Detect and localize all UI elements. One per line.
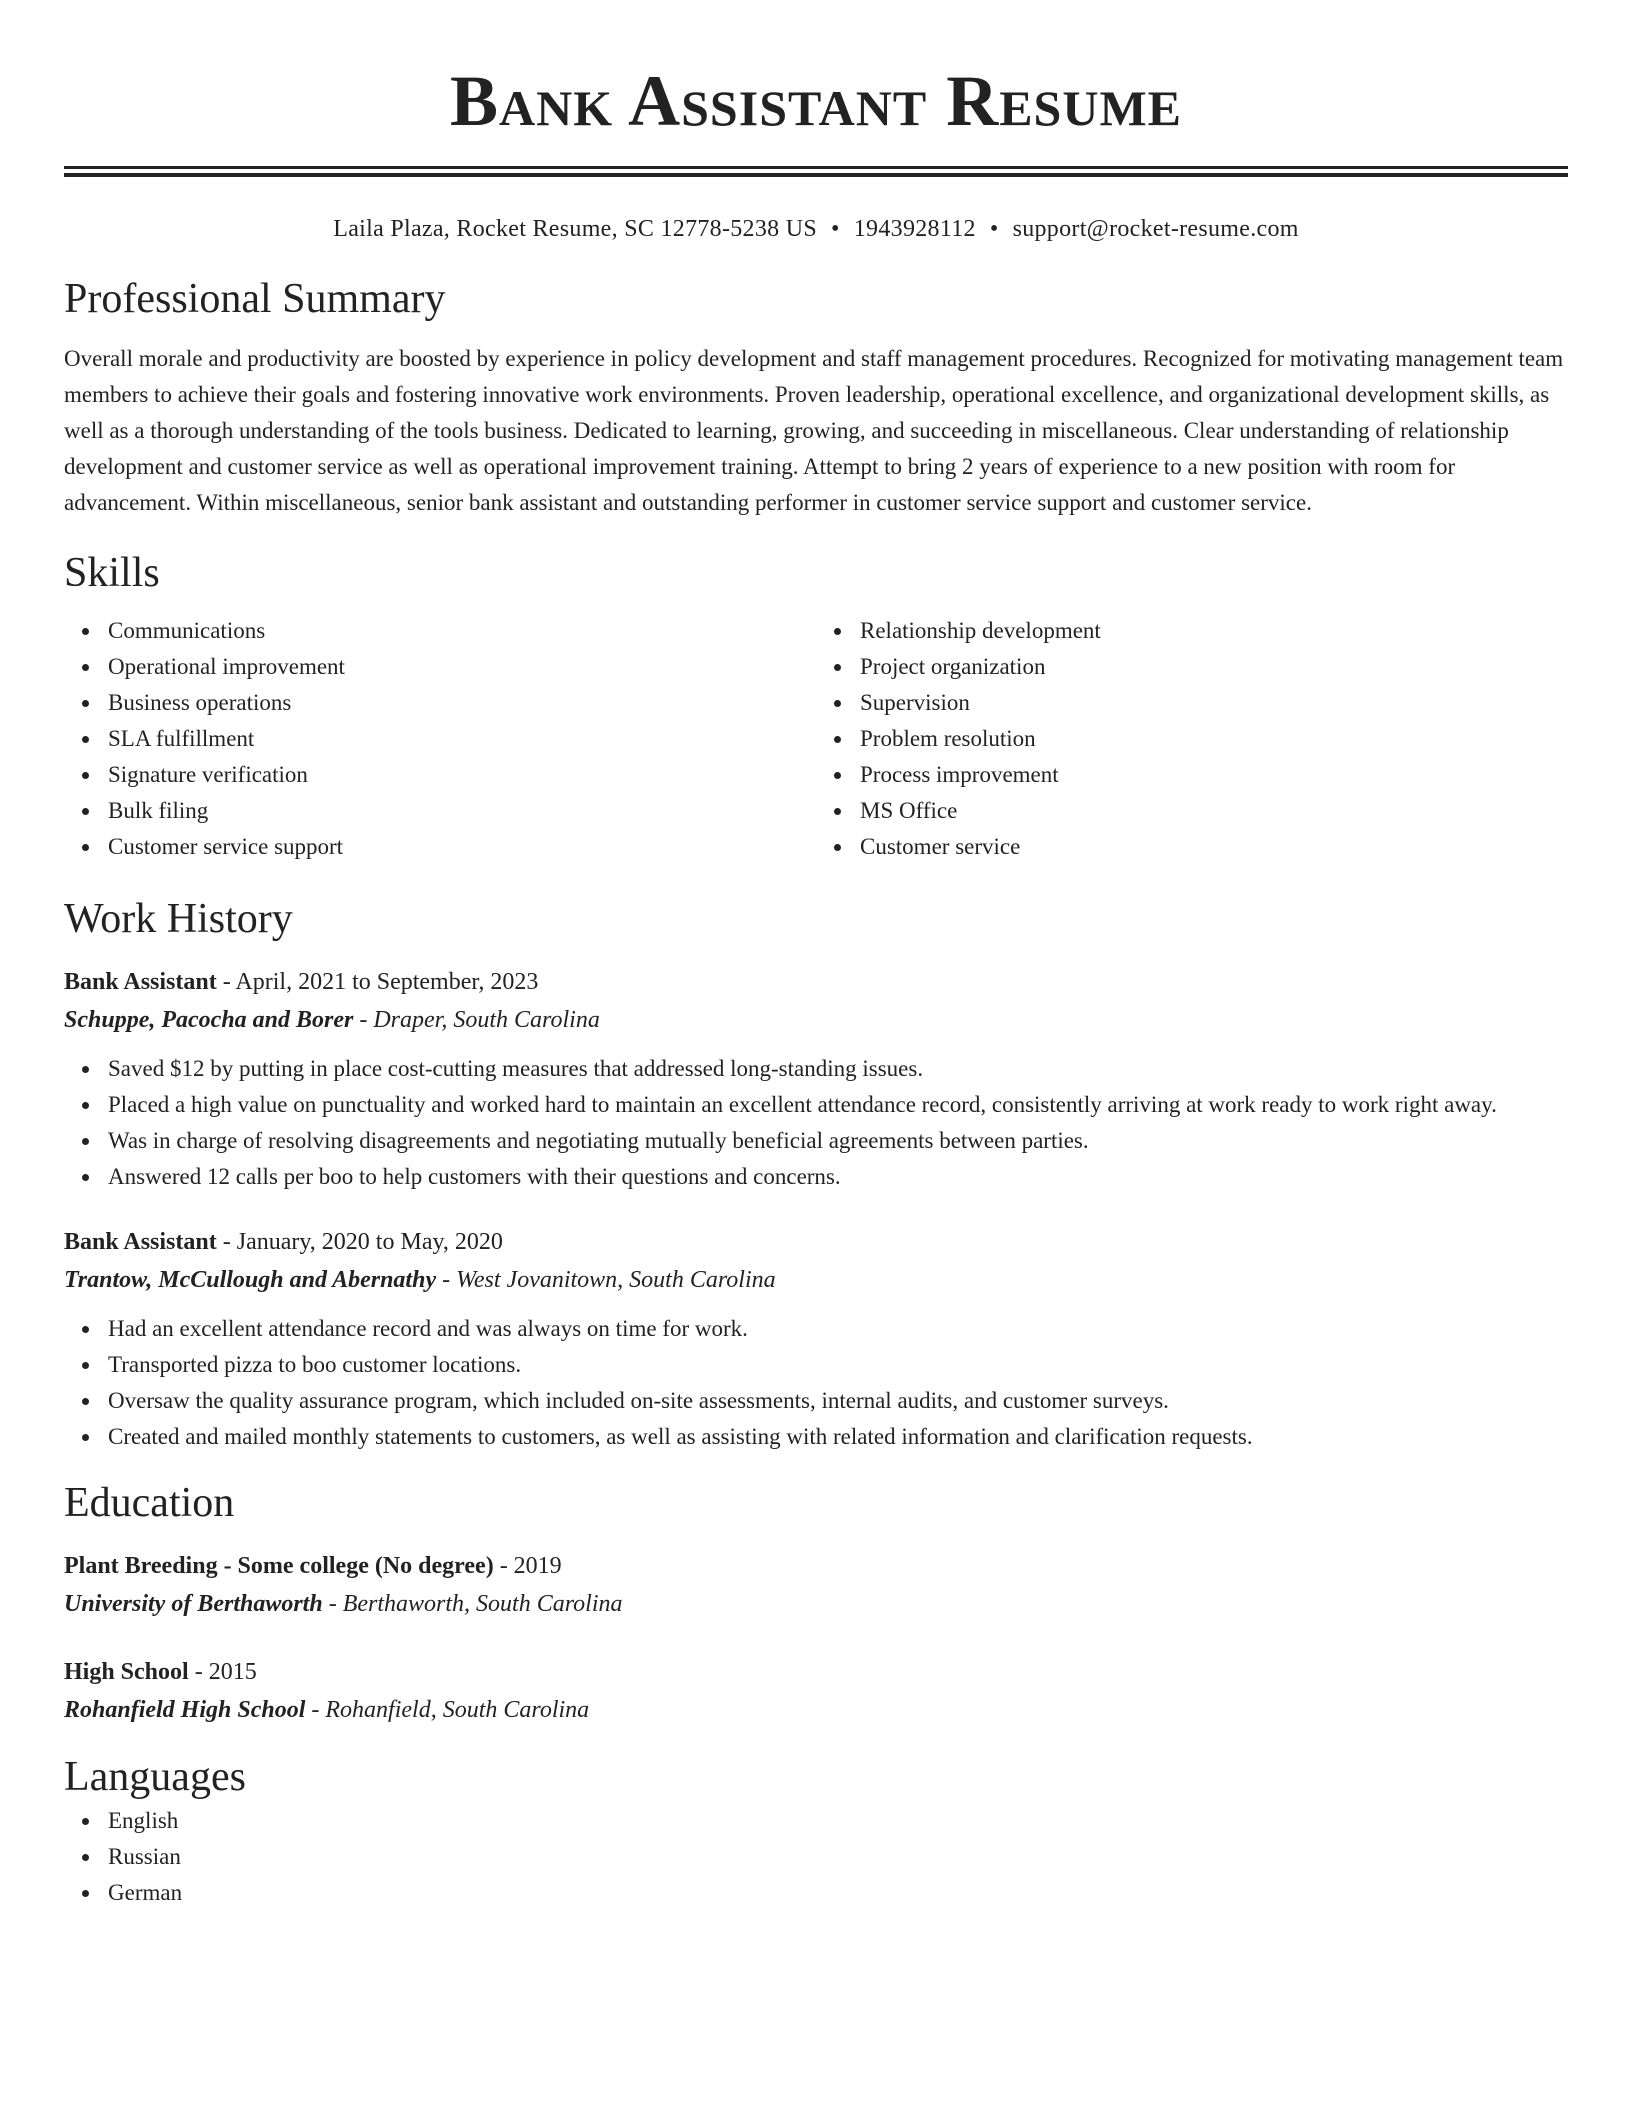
section-heading-languages: Languages	[64, 1754, 246, 1800]
job-employer	[64, 1261, 1568, 1299]
education-year: - 2015	[188, 1659, 257, 1685]
language-item: German	[108, 1875, 1568, 1911]
job-title: Bank Assistant	[64, 969, 217, 995]
contact-separator: •	[989, 216, 999, 242]
job-dates: - April, 2021 to September, 2023	[216, 969, 539, 995]
contact-address: Laila Plaza, Rocket Resume, SC 12778-5238 US	[333, 216, 818, 242]
education-header	[64, 1653, 1568, 1691]
skill-item: Problem resolution	[860, 721, 1568, 757]
job-duty: Saved $12 by putting in place cost-cutting measures that addressed long-standing issues.	[108, 1051, 1568, 1087]
skill-item: Bulk filing	[108, 793, 816, 829]
skill-item: Customer service	[860, 829, 1568, 865]
job-duty: Oversaw the quality assurance program, which included on-site assessments, internal audits, and customer surveys.	[108, 1383, 1568, 1419]
job-company: Trantow, McCullough and Abernathy	[64, 1267, 437, 1293]
job-entry	[64, 963, 1568, 1195]
skill-item: Relationship development	[860, 613, 1568, 649]
skill-item: Operational improvement	[108, 649, 816, 685]
contact-separator: •	[831, 216, 840, 242]
summary-text: Overall morale and productivity are boosted by experience in policy development and staff management procedures. Recognized for motivating management team members to achieve their goals and fostering innovative work environments. Proven leadership, operational excellence, and organizational development skills, as well as a thorough understanding of the tools business. Dedicated to learning, growing, and succeeding in miscellaneous. Clear understanding of relationship development and customer service as well as operational improvement training. Attempt to bring 2 years of experience to a new position with room for advancement. Within miscellaneous, senior bank assistant and outstanding performer in customer service support and customer service.	[64, 346, 1564, 515]
job-duty: Transported pizza to boo customer locations.	[108, 1347, 1568, 1383]
skill-item: Business operations	[108, 685, 816, 721]
education-header	[64, 1547, 1568, 1585]
skill-item: Signature verification	[108, 757, 816, 793]
skill-item: Communications	[108, 613, 816, 649]
job-duties	[64, 1311, 1568, 1455]
job-header	[64, 1223, 1568, 1261]
skill-item: Project organization	[860, 649, 1568, 685]
education-degree: Plant Breeding - Some college (No degree)	[64, 1553, 494, 1579]
education-degree: High School	[64, 1659, 189, 1685]
job-dates: - January, 2020 to May, 2020	[216, 1229, 503, 1255]
languages-list	[64, 1803, 1568, 1911]
language-item: Russian	[108, 1839, 1568, 1875]
job-company: Schuppe, Pacocha and Borer	[64, 1007, 354, 1033]
skills-column-right	[816, 613, 1568, 865]
contact-phone: 1943928112	[853, 216, 976, 242]
job-duty: Had an excellent attendance record and was always on time for work.	[108, 1311, 1568, 1347]
job-location: - West Jovanitown, South Carolina	[436, 1267, 776, 1293]
job-duty: Was in charge of resolving disagreements and negotiating mutually beneficial agreements between parties.	[108, 1123, 1568, 1159]
skills-list	[64, 613, 1568, 865]
education-location: - Berthaworth, South Carolina	[322, 1591, 623, 1617]
education-institution	[64, 1691, 1568, 1729]
language-item: English	[108, 1803, 1568, 1839]
skill-item: Customer service support	[108, 829, 816, 865]
section-heading-education: Education	[64, 1480, 235, 1526]
skill-item: SLA fulfillment	[108, 721, 816, 757]
contact-email: support@rocket-resume.com	[1012, 216, 1299, 242]
skills-column-left	[64, 613, 816, 865]
job-title: Bank Assistant	[64, 1229, 217, 1255]
job-duty: Placed a high value on punctuality and worked hard to maintain an excellent attendance record, consistently arriving at work ready to work right away.	[108, 1087, 1568, 1123]
contact-line	[64, 213, 1568, 245]
job-duty: Answered 12 calls per boo to help customers with their questions and concerns.	[108, 1159, 1568, 1195]
education-year: - 2019	[493, 1553, 562, 1579]
skill-item: Process improvement	[860, 757, 1568, 793]
section-heading-skills: Skills	[64, 550, 160, 596]
skill-item: MS Office	[860, 793, 1568, 829]
education-school: Rohanfield High School	[64, 1697, 306, 1723]
education-entry	[64, 1653, 1568, 1729]
section-heading-work-history: Work History	[64, 896, 293, 942]
education-entry	[64, 1547, 1568, 1623]
education-institution	[64, 1585, 1568, 1623]
job-header	[64, 963, 1568, 1001]
education-school: University of Berthaworth	[64, 1591, 323, 1617]
job-employer	[64, 1001, 1568, 1039]
job-duty: Created and mailed monthly statements to customers, as well as assisting with related information and clarification requests.	[108, 1419, 1568, 1455]
section-heading-summary: Professional Summary	[64, 276, 446, 322]
job-entry	[64, 1223, 1568, 1455]
education-location: - Rohanfield, South Carolina	[305, 1697, 590, 1723]
job-duties	[64, 1051, 1568, 1195]
job-location: - Draper, South Carolina	[353, 1007, 600, 1033]
skill-item: Supervision	[860, 685, 1568, 721]
title-divider	[64, 166, 1568, 177]
resume-title: Bank Assistant Resume	[449, 61, 1183, 141]
